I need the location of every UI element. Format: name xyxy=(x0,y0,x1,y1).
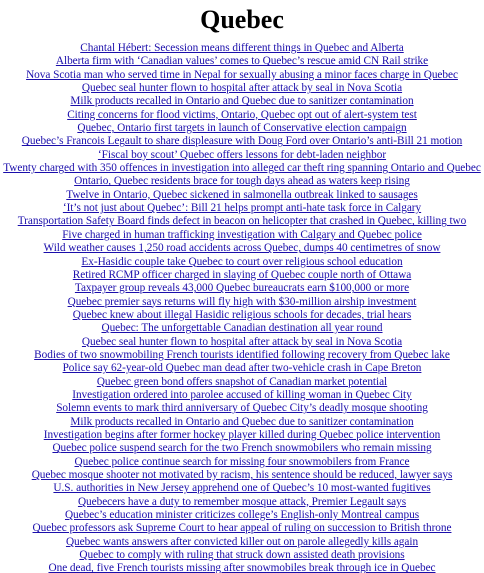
headline-item xyxy=(0,240,484,253)
headline-item xyxy=(0,520,484,533)
headline-link[interactable]: Quebec police suspend search for the two French snowmobilers who remain missing xyxy=(52,442,432,455)
headline-item xyxy=(0,93,484,106)
headline-item xyxy=(0,347,484,360)
headline-item xyxy=(0,374,484,387)
headline-item xyxy=(0,307,484,320)
headline-link[interactable]: Quebec wants answers after convicted killer out on parole allegedly kills again xyxy=(65,535,419,548)
headline-link[interactable]: Alberta firm with ‘Canadian values’ comes to Quebec’s rescue amid CN Rail strike xyxy=(55,55,429,68)
headline-link[interactable]: One dead, five French tourists missing after snowmobiles break through ice in Quebec xyxy=(48,562,436,573)
headline-item xyxy=(0,213,484,226)
headline-link[interactable]: Wild weather causes 1,250 road accidents across Quebec, dumps 40 centimetres of snow xyxy=(43,242,441,255)
headline-item xyxy=(0,40,484,53)
headline-link[interactable]: Ex-Hasidic couple take Quebec to court over religious school education xyxy=(81,255,403,268)
headline-item xyxy=(0,480,484,493)
headline-link[interactable]: Quebec mosque shooter not motivated by racism, his sentence should be reduced, lawyer says xyxy=(31,469,453,481)
headline-item xyxy=(0,360,484,373)
headline-link[interactable]: Quebec police continue search for missing four snowmobilers from France xyxy=(74,455,410,468)
headline-item xyxy=(0,454,484,467)
headline-link[interactable]: Quebec knew about illegal Hasidic religious schools for decades, trial hears xyxy=(72,308,412,321)
headline-item xyxy=(0,67,484,80)
headline-link[interactable]: Quebec’s education minister criticizes college’s English-only Montreal campus xyxy=(64,509,420,522)
headline-item xyxy=(0,80,484,93)
headline-item xyxy=(0,427,484,440)
headline-item xyxy=(0,467,484,480)
headline-link[interactable]: Quebec green bond offers snapshot of Canadian market potential xyxy=(96,375,388,388)
headline-link[interactable]: Quebec: The unforgettable Canadian destination all year round xyxy=(101,322,383,335)
headline-item xyxy=(0,53,484,66)
headline-item xyxy=(0,294,484,307)
headline-item xyxy=(0,334,484,347)
headline-link[interactable]: Ontario, Quebec residents brace for tough days ahead as waters keep rising xyxy=(74,175,410,188)
headline-link[interactable]: Bodies of two snowmobiling French tourists identified following recovery from Quebec lake xyxy=(34,348,450,361)
headline-item xyxy=(0,254,484,267)
headline-item xyxy=(0,547,484,560)
headline-link[interactable]: Solemn events to mark third anniversary of Quebec City’s deadly mosque shooting xyxy=(56,402,428,415)
headline-item xyxy=(0,173,484,186)
headline-link[interactable]: Quebecers have a duty to remember mosque attack, Premier Legault says xyxy=(77,495,407,508)
headline-link[interactable]: Five charged in human trafficking investigation with Calgary and Quebec police xyxy=(62,228,422,241)
page-title: Quebec xyxy=(200,5,284,34)
headline-link[interactable]: Quebec seal hunter flown to hospital after attack by seal in Nova Scotia xyxy=(81,82,403,95)
headline-item xyxy=(0,534,484,547)
headline-link[interactable]: Milk products recalled in Ontario and Quebec due to sanitizer contamination xyxy=(70,95,414,108)
headline-item xyxy=(0,494,484,507)
headline-item xyxy=(0,147,484,160)
headline-link[interactable]: Quebec professors ask Supreme Court to hear appeal of ruling on succession to British throne xyxy=(32,522,452,535)
headline-link[interactable]: Chantal Hébert: Secession means different things in Quebec and Alberta xyxy=(80,42,404,54)
headline-item xyxy=(0,227,484,240)
headline-link[interactable]: Citing concerns for flood victims, Ontario, Quebec opt out of alert-system test xyxy=(67,108,417,121)
headline-link[interactable]: Twenty charged with 350 offences in investigation into alleged car theft ring spanning Ontario and Quebec xyxy=(3,162,481,175)
headline-link[interactable]: Twelve in Ontario, Quebec sickened in salmonella outbreak linked to sausages xyxy=(66,188,418,201)
headline-item xyxy=(0,280,484,293)
headline-link[interactable]: ‘It’s not just about Quebec’: Bill 21 helps prompt anti-hate task force in Calgary xyxy=(62,202,422,215)
headline-link[interactable]: Quebec premier says returns will fly high with $30-million airship investment xyxy=(67,295,417,308)
headline-item xyxy=(0,200,484,213)
headline-link[interactable]: Investigation ordered into parolee accused of killing woman in Quebec City xyxy=(72,388,412,401)
headline-item xyxy=(0,160,484,173)
headline-list xyxy=(0,40,484,573)
headline-item xyxy=(0,507,484,520)
headline-link[interactable]: Quebec seal hunter flown to hospital after attack by seal in Nova Scotia xyxy=(81,335,403,348)
headline-item xyxy=(0,187,484,200)
headline-item xyxy=(0,133,484,146)
headline-link[interactable]: Retired RCMP officer charged in slaying of Quebec couple north of Ottawa xyxy=(72,268,412,281)
headline-item xyxy=(0,267,484,280)
headline-link[interactable]: Nova Scotia man who served time in Nepal for sexually abusing a minor faces charge in Quebec xyxy=(26,68,458,81)
headline-item xyxy=(0,320,484,333)
headline-item xyxy=(0,560,484,573)
headline-link[interactable]: Taxpayer group reveals 43,000 Quebec bureaucrats earn $100,000 or more xyxy=(74,282,410,295)
headline-item xyxy=(0,400,484,413)
headline-link[interactable]: Transportation Safety Board finds defect in beacon on helicopter that crashed in Quebec, killing two xyxy=(17,215,467,228)
headline-link[interactable]: U.S. authorities in New Jersey apprehend one of Quebec’s 10 most-wanted fugitives xyxy=(53,482,431,495)
headline-item xyxy=(0,440,484,453)
headline-link[interactable]: Milk products recalled in Ontario and Quebec due to sanitizer contamination xyxy=(70,415,414,428)
headline-item xyxy=(0,387,484,400)
headline-link[interactable]: ‘Fiscal boy scout’ Quebec offers lessons for debt-laden neighbor xyxy=(97,148,387,161)
headline-item xyxy=(0,107,484,120)
headline-link[interactable]: Quebec to comply with ruling that struck down assisted death provisions xyxy=(79,549,405,562)
headline-link[interactable]: Investigation begins after former hockey player killed during Quebec police intervention xyxy=(43,428,441,441)
headline-link[interactable]: Quebec’s Francois Legault to share displeasure with Doug Ford over Ontario’s anti-Bill 21 motion xyxy=(21,135,463,148)
headline-link[interactable]: Police say 62-year-old Quebec man dead after two-vehicle crash in Cape Breton xyxy=(62,362,422,375)
headline-item xyxy=(0,120,484,133)
headline-link[interactable]: Quebec, Ontario first targets in launch of Conservative election campaign xyxy=(77,122,407,135)
headline-item xyxy=(0,414,484,427)
